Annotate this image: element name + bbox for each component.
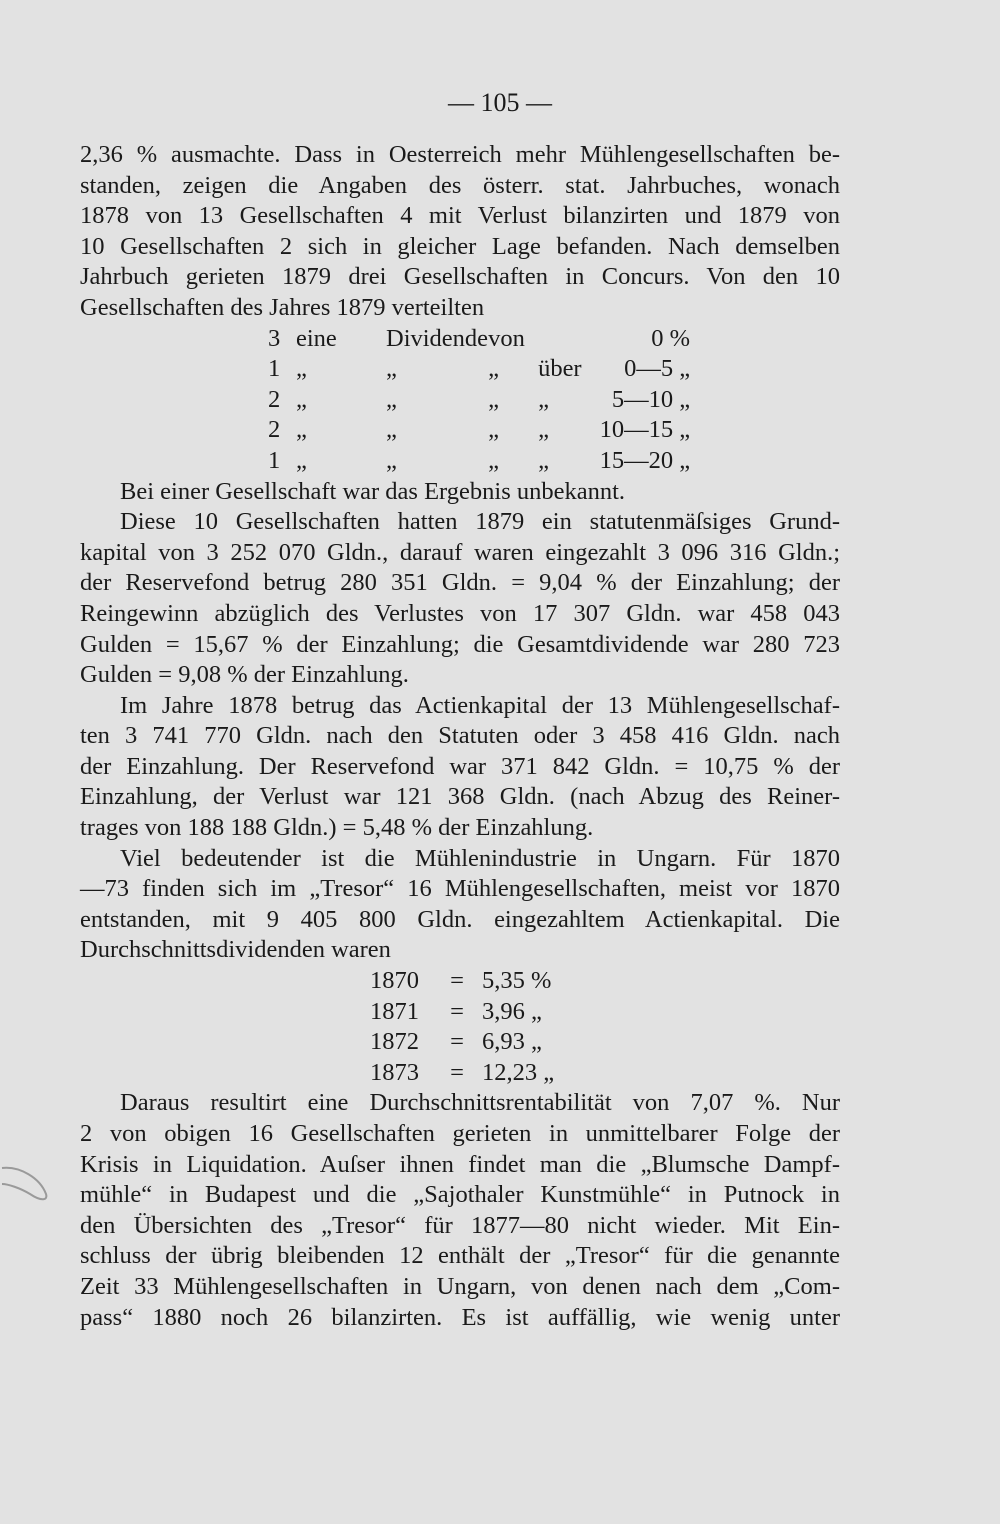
text-line: trages von 188 188 Gldn.) = 5,48 % der Einzahlung. xyxy=(80,814,594,842)
paragraph xyxy=(80,477,840,508)
text-line: Diese 10 Gesellschaften hatten 1879 ein statutenmäſsiges Grund- xyxy=(120,508,840,536)
dividend-cell-range: 15—20 „ xyxy=(599,446,691,474)
dividend-cell-w2: Dividende xyxy=(386,324,489,352)
page-body xyxy=(80,140,840,1333)
paragraph xyxy=(80,844,840,966)
year-row xyxy=(370,1058,592,1089)
dividend-cell-w1: „ xyxy=(296,355,307,383)
year-cell-eq: = xyxy=(450,997,464,1025)
average-dividends-table xyxy=(370,966,592,1088)
text-line: der Reservefond betrug 280 351 Gldn. = 9,04 % der Einzahlung; der xyxy=(80,569,840,597)
dividend-cell-range: 5—10 „ xyxy=(611,385,691,413)
dividend-cell-w3: „ xyxy=(488,385,499,413)
text-line: schluss der übrig bleibenden 12 enthält der „Tresor“ für die genannte xyxy=(80,1242,840,1270)
year-cell-value: 12,23 „ xyxy=(482,1058,555,1086)
text-line: Bei einer Gesellschaft war das Ergebnis unbekannt. xyxy=(120,477,626,505)
text-line: entstanden, mit 9 405 800 Gldn. eingezahltem Actienkapital. Die xyxy=(80,905,840,933)
text-line: Reingewinn abzüglich des Verlustes von 17 307 Gldn. war 458 043 xyxy=(80,599,840,627)
dividend-cell-w3: von xyxy=(488,324,525,352)
year-cell-year: 1871 xyxy=(370,997,419,1025)
dividend-cell-w1: eine xyxy=(296,324,337,352)
text-line: kapital von 3 252 070 Gldn., darauf waren eingezahlt 3 096 316 Gldn.; xyxy=(80,538,840,566)
year-row xyxy=(370,966,592,997)
dividend-cell-w2: „ xyxy=(386,385,397,413)
text-line: Viel bedeutender ist die Mühlenindustrie in Ungarn. Für 1870 xyxy=(120,844,840,872)
year-cell-eq: = xyxy=(450,967,464,995)
text-line: Krisis in Liquidation. Auſser ihnen findet man die „Blumsche Dampf- xyxy=(80,1150,840,1178)
text-line: Jahrbuch gerieten 1879 drei Gesellschaften in Concurs. Von den 10 xyxy=(80,263,840,291)
year-cell-value: 5,35 % xyxy=(482,967,552,995)
dividend-cell-w3: „ xyxy=(488,446,499,474)
text-line: 10 Gesellschaften 2 sich in gleicher Lage befanden. Nach demselben xyxy=(80,232,840,260)
dividend-cell-w2: „ xyxy=(386,446,397,474)
text-line: den Übersichten des „Tresor“ für 1877—80 nicht wieder. Mit Ein- xyxy=(80,1211,840,1239)
text-line: Einzahlung, der Verlust war 121 368 Gldn. (nach Abzug des Reiner- xyxy=(80,783,840,811)
paragraph-conclusion xyxy=(80,1088,840,1333)
year-row xyxy=(370,997,592,1028)
dividend-distribution-table xyxy=(268,324,690,477)
dividend-cell-w4: über xyxy=(538,355,582,383)
dividend-cell-w1: „ xyxy=(296,446,307,474)
text-line: 1878 von 13 Gesellschaften 4 mit Verlust bilanzirten und 1879 von xyxy=(80,202,840,230)
dividend-cell-w1: „ xyxy=(296,385,307,413)
dividend-cell-w2: „ xyxy=(386,416,397,444)
text-line: 2 von obigen 16 Gesellschaften gerieten in unmittelbarer Folge der xyxy=(80,1120,840,1147)
text-line: Zeit 33 Mühlengesellschaften in Ungarn, von denen nach dem „Com- xyxy=(80,1272,840,1300)
dividend-row xyxy=(268,415,690,446)
dividend-cell-range: 0 % xyxy=(651,324,691,352)
dividend-cell-w3: „ xyxy=(488,416,499,444)
text-line: Durchschnittsdividenden waren xyxy=(80,936,391,964)
dividend-cell-w4: „ xyxy=(538,385,549,413)
text-line: standen, zeigen die Angaben des österr. stat. Jahrbuches, wonach xyxy=(80,171,840,199)
dividend-row xyxy=(268,324,690,355)
dividend-cell-n: 3 xyxy=(268,324,281,352)
dividend-cell-w1: „ xyxy=(296,416,307,444)
paragraph xyxy=(80,507,840,691)
dividend-cell-range: 10—15 „ xyxy=(599,416,691,444)
text-line: mühle“ in Budapest und die „Sajothaler Kunstmühle“ in Putnock in xyxy=(80,1181,840,1209)
text-line: Daraus resultirt eine Durchschnittsrentabilität von 7,07 %. Nur xyxy=(120,1089,840,1117)
dividend-cell-w3: „ xyxy=(488,355,499,383)
year-cell-year: 1873 xyxy=(370,1058,419,1086)
year-row xyxy=(370,1027,592,1058)
year-cell-value: 3,96 „ xyxy=(482,997,542,1025)
text-line: pass“ 1880 noch 26 bilanzirten. Es ist auffällig, wie wenig unter xyxy=(80,1303,840,1331)
dividend-cell-n: 1 xyxy=(268,446,281,474)
text-line: der Einzahlung. Der Reservefond war 371 842 Gldn. = 10,75 % der xyxy=(80,752,840,780)
year-cell-year: 1872 xyxy=(370,1028,419,1056)
paragraph-intro xyxy=(80,140,840,324)
page-margin-mark xyxy=(0,1150,60,1210)
dividend-row xyxy=(268,446,690,477)
year-cell-eq: = xyxy=(450,1028,464,1056)
year-cell-value: 6,93 „ xyxy=(482,1028,542,1056)
dividend-row xyxy=(268,354,690,385)
year-cell-year: 1870 xyxy=(370,967,419,995)
dividend-cell-w4: „ xyxy=(538,446,549,474)
dividend-row xyxy=(268,385,690,416)
text-line: 2,36 % ausmachte. Dass in Oesterreich mehr Mühlengesellschaften be- xyxy=(80,141,840,168)
paragraph xyxy=(80,691,840,844)
year-cell-eq: = xyxy=(450,1058,464,1086)
text-line: Gulden = 9,08 % der Einzahlung. xyxy=(80,661,409,689)
dividend-cell-n: 2 xyxy=(268,385,281,413)
dividend-cell-w4 xyxy=(538,324,594,355)
dividend-cell-w4: „ xyxy=(538,416,549,444)
paragraph-group-middle xyxy=(80,477,840,967)
dividend-cell-w2: „ xyxy=(386,355,397,383)
text-line: —73 finden sich im „Tresor“ 16 Mühlengesellschaften, meist vor 1870 xyxy=(80,875,840,903)
text-line: ten 3 741 770 Gldn. nach den Statuten oder 3 458 416 Gldn. nach xyxy=(80,722,840,750)
text-line: Im Jahre 1878 betrug das Actienkapital der 13 Mühlengesellschaf- xyxy=(120,691,840,719)
page-number: — 105 — xyxy=(448,88,552,117)
text-line: Gesellschaften des Jahres 1879 verteilten xyxy=(80,293,485,321)
dividend-cell-n: 1 xyxy=(268,355,281,383)
text-line: Gulden = 15,67 % der Einzahlung; die Gesamtdividende war 280 723 xyxy=(80,630,840,658)
dividend-cell-n: 2 xyxy=(268,416,281,444)
dividend-cell-range: 0—5 „ xyxy=(624,355,691,383)
